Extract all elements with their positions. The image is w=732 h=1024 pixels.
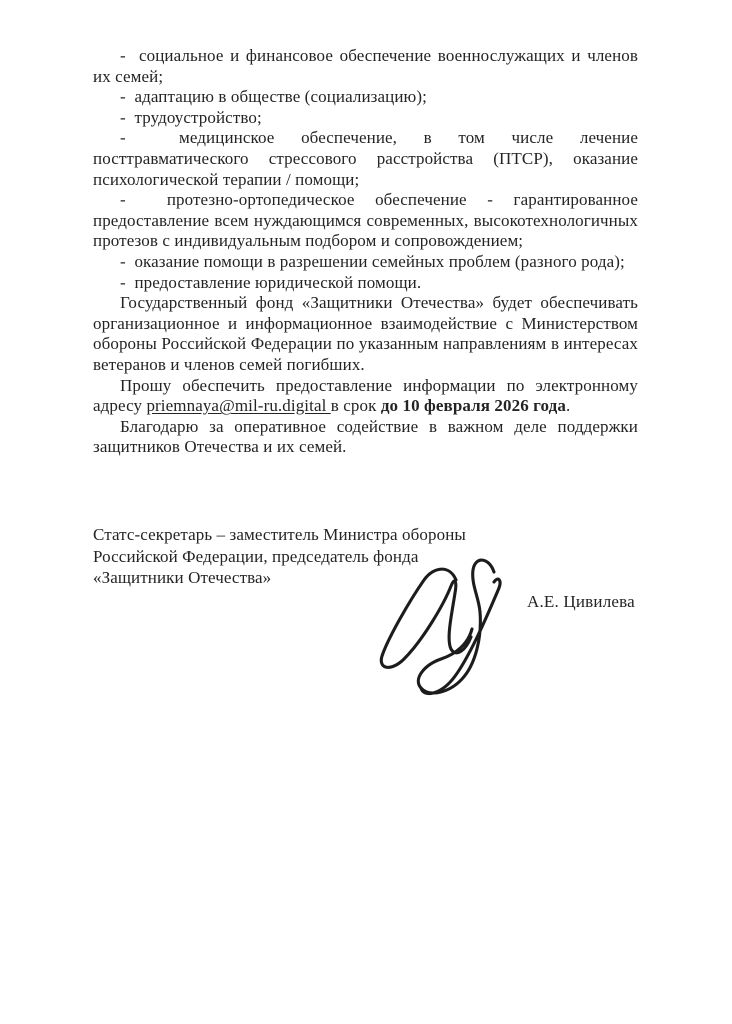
letter-body bbox=[93, 46, 638, 458]
body-line: Прошу обеспечить предоставление информации по электронному bbox=[120, 375, 638, 395]
body-line: протезов с индивидуальным подбором и сопровождением; bbox=[93, 231, 524, 251]
email-line-middle: в срок bbox=[330, 396, 381, 416]
signature-stroke bbox=[381, 569, 471, 667]
body-line: - медицинское обеспечение, в том числе лечение bbox=[120, 128, 638, 148]
email-line bbox=[93, 396, 638, 417]
body-line: - оказание помощи в разрешении семейных проблем (разного рода); bbox=[120, 251, 625, 271]
body-line: ветеранов и членов семей погибших. bbox=[93, 354, 365, 374]
signatory-name: А.Е. Цивилева bbox=[527, 592, 635, 611]
handwritten-signature bbox=[366, 552, 518, 702]
body-line: - адаптацию в обществе (социализацию); bbox=[120, 87, 427, 107]
body-line: - протезно-ортопедическое обеспечение - гарантированное bbox=[120, 190, 638, 210]
body-line: организационное и информационное взаимодействие с Министерством bbox=[93, 313, 638, 333]
email-line-prefix: адресу bbox=[93, 396, 147, 416]
body-line: посттравматического стрессового расстройства (ПТСР), оказание bbox=[93, 148, 638, 168]
signature-stroke bbox=[421, 579, 500, 693]
signoff-line: Статс-секретарь – заместитель Министра обороны bbox=[93, 525, 466, 544]
email-link[interactable]: priemnaya@mil-ru.digital bbox=[146, 396, 331, 416]
body-line: Благодарю за оперативное содействие в важном деле поддержки bbox=[120, 416, 638, 436]
body-line: обороны Российской Федерации по указанным направлениям в интересах bbox=[93, 334, 638, 354]
deadline-date: до 10 февраля 2026 года bbox=[380, 396, 566, 416]
body-line: предоставление всем нуждающимся современных, высокотехнологичных bbox=[93, 210, 638, 230]
body-line: защитников Отечества и их семей. bbox=[93, 437, 347, 457]
email-line-suffix: . bbox=[565, 396, 571, 416]
body-line: психологической терапии / помощи; bbox=[93, 169, 360, 189]
body-line: - предоставление юридической помощи. bbox=[120, 272, 422, 292]
body-line: их семей; bbox=[93, 66, 164, 86]
body-line: - трудоустройство; bbox=[120, 107, 262, 127]
signoff-line: Российской Федерации, председатель фонда bbox=[93, 546, 419, 566]
body-line: - социальное и финансовое обеспечение военнослужащих и членов bbox=[120, 46, 638, 65]
signoff-line: «Защитники Отечества» bbox=[93, 568, 272, 587]
body-line: Государственный фонд «Защитники Отечества» будет обеспечивать bbox=[120, 293, 638, 313]
